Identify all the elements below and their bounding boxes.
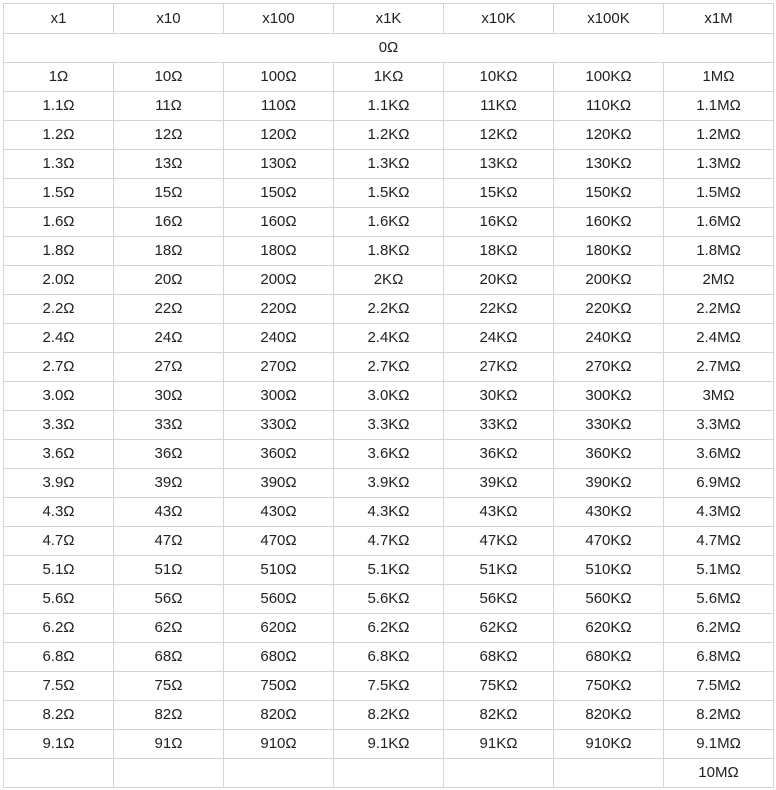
table-cell: 390KΩ — [554, 469, 664, 498]
table-cell: 270KΩ — [554, 353, 664, 382]
header-cell-x1: x1 — [4, 4, 114, 34]
table-cell: 91KΩ — [444, 730, 554, 759]
table-cell: 1.6MΩ — [664, 208, 774, 237]
table-cell: 5.1KΩ — [334, 556, 444, 585]
table-cell: 5.1Ω — [4, 556, 114, 585]
table-cell: 1.2KΩ — [334, 121, 444, 150]
table-cell: 750Ω — [224, 672, 334, 701]
table-cell: 18KΩ — [444, 237, 554, 266]
table-cell: 220Ω — [224, 295, 334, 324]
table-cell — [554, 759, 664, 788]
table-cell: 12Ω — [114, 121, 224, 150]
table-cell: 300KΩ — [554, 382, 664, 411]
table-cell: 4.3KΩ — [334, 498, 444, 527]
table-cell: 6.2MΩ — [664, 614, 774, 643]
table-cell: 180KΩ — [554, 237, 664, 266]
table-row — [4, 701, 774, 730]
table-cell: 3.3Ω — [4, 411, 114, 440]
table-row — [4, 179, 774, 208]
table-cell: 6.2Ω — [4, 614, 114, 643]
table-cell: 2.7MΩ — [664, 353, 774, 382]
table-cell: 39Ω — [114, 469, 224, 498]
table-body — [4, 4, 774, 788]
header-cell-x10k: x10K — [444, 4, 554, 34]
table-row — [4, 121, 774, 150]
table-cell: 24Ω — [114, 324, 224, 353]
table-cell: 1.1MΩ — [664, 92, 774, 121]
table-cell: 75Ω — [114, 672, 224, 701]
table-cell: 12KΩ — [444, 121, 554, 150]
table-cell: 300Ω — [224, 382, 334, 411]
table-cell: 9.1KΩ — [334, 730, 444, 759]
table-cell: 240Ω — [224, 324, 334, 353]
table-cell: 27Ω — [114, 353, 224, 382]
table-cell: 1.1KΩ — [334, 92, 444, 121]
table-cell: 51Ω — [114, 556, 224, 585]
table-row — [4, 440, 774, 469]
table-cell: 4.7MΩ — [664, 527, 774, 556]
table-cell: 5.1MΩ — [664, 556, 774, 585]
table-cell: 7.5Ω — [4, 672, 114, 701]
table-cell: 360Ω — [224, 440, 334, 469]
table-cell: 510Ω — [224, 556, 334, 585]
table-cell: 510KΩ — [554, 556, 664, 585]
table-cell: 3.3MΩ — [664, 411, 774, 440]
table-cell: 3.9Ω — [4, 469, 114, 498]
table-cell: 8.2MΩ — [664, 701, 774, 730]
table-row — [4, 382, 774, 411]
table-cell: 82Ω — [114, 701, 224, 730]
table-row — [4, 295, 774, 324]
table-cell: 130Ω — [224, 150, 334, 179]
table-cell: 1.2MΩ — [664, 121, 774, 150]
table-cell: 39KΩ — [444, 469, 554, 498]
header-cell-x1k: x1K — [334, 4, 444, 34]
table-cell: 330Ω — [224, 411, 334, 440]
table-cell: 470KΩ — [554, 527, 664, 556]
table-cell: 6.9MΩ — [664, 469, 774, 498]
table-cell: 110KΩ — [554, 92, 664, 121]
table-cell: 10KΩ — [444, 63, 554, 92]
table-cell: 6.2KΩ — [334, 614, 444, 643]
table-cell: 20Ω — [114, 266, 224, 295]
table-cell: 7.5KΩ — [334, 672, 444, 701]
table-cell — [114, 759, 224, 788]
table-cell: 2.7KΩ — [334, 353, 444, 382]
header-cell-x1m: x1M — [664, 4, 774, 34]
table-cell: 2.2KΩ — [334, 295, 444, 324]
table-cell: 16Ω — [114, 208, 224, 237]
table-wrapper — [3, 3, 774, 788]
table-cell: 120Ω — [224, 121, 334, 150]
table-cell: 2KΩ — [334, 266, 444, 295]
table-cell: 130KΩ — [554, 150, 664, 179]
table-cell: 10MΩ — [664, 759, 774, 788]
table-row — [4, 150, 774, 179]
table-cell: 620Ω — [224, 614, 334, 643]
table-cell: 33Ω — [114, 411, 224, 440]
table-row — [4, 585, 774, 614]
table-cell: 1.3KΩ — [334, 150, 444, 179]
table-cell: 8.2KΩ — [334, 701, 444, 730]
table-cell: 100KΩ — [554, 63, 664, 92]
table-cell: 33KΩ — [444, 411, 554, 440]
table-cell: 3.6MΩ — [664, 440, 774, 469]
table-cell: 5.6Ω — [4, 585, 114, 614]
table-cell: 910Ω — [224, 730, 334, 759]
table-row — [4, 92, 774, 121]
table-cell: 110Ω — [224, 92, 334, 121]
table-cell — [444, 759, 554, 788]
table-cell: 200Ω — [224, 266, 334, 295]
table-cell: 6.8KΩ — [334, 643, 444, 672]
table-cell: 15KΩ — [444, 179, 554, 208]
table-cell: 680Ω — [224, 643, 334, 672]
table-cell: 270Ω — [224, 353, 334, 382]
table-cell: 2.7Ω — [4, 353, 114, 382]
table-cell: 3.3KΩ — [334, 411, 444, 440]
table-cell: 6.8MΩ — [664, 643, 774, 672]
table-cell: 68KΩ — [444, 643, 554, 672]
table-cell: 3.6Ω — [4, 440, 114, 469]
resistor-value-table — [3, 3, 774, 788]
table-cell: 62Ω — [114, 614, 224, 643]
table-cell: 4.7Ω — [4, 527, 114, 556]
header-cell-x100: x100 — [224, 4, 334, 34]
table-cell: 1.6KΩ — [334, 208, 444, 237]
table-row — [4, 266, 774, 295]
table-cell: 47Ω — [114, 527, 224, 556]
table-cell: 100Ω — [224, 63, 334, 92]
table-cell: 1MΩ — [664, 63, 774, 92]
table-row — [4, 730, 774, 759]
table-cell: 10Ω — [114, 63, 224, 92]
table-cell: 5.6KΩ — [334, 585, 444, 614]
table-cell: 51KΩ — [444, 556, 554, 585]
table-cell: 2.4Ω — [4, 324, 114, 353]
table-cell: 11Ω — [114, 92, 224, 121]
table-row — [4, 208, 774, 237]
table-row — [4, 556, 774, 585]
table-row — [4, 614, 774, 643]
table-cell: 11KΩ — [444, 92, 554, 121]
table-cell: 1.8KΩ — [334, 237, 444, 266]
table-cell: 56Ω — [114, 585, 224, 614]
table-cell: 1KΩ — [334, 63, 444, 92]
table-cell: 470Ω — [224, 527, 334, 556]
table-cell: 3MΩ — [664, 382, 774, 411]
header-cell-x10: x10 — [114, 4, 224, 34]
table-cell: 150Ω — [224, 179, 334, 208]
table-cell: 56KΩ — [444, 585, 554, 614]
table-cell: 91Ω — [114, 730, 224, 759]
table-cell: 75KΩ — [444, 672, 554, 701]
table-row — [4, 672, 774, 701]
table-cell: 750KΩ — [554, 672, 664, 701]
table-cell: 160Ω — [224, 208, 334, 237]
zero-ohm-cell: 0Ω — [4, 34, 774, 63]
table-cell: 4.7KΩ — [334, 527, 444, 556]
table-cell: 430KΩ — [554, 498, 664, 527]
table-row — [4, 353, 774, 382]
table-row — [4, 324, 774, 353]
table-cell: 3.9KΩ — [334, 469, 444, 498]
table-cell: 20KΩ — [444, 266, 554, 295]
table-cell: 43Ω — [114, 498, 224, 527]
table-cell: 240KΩ — [554, 324, 664, 353]
table-cell: 1.5Ω — [4, 179, 114, 208]
table-cell: 13KΩ — [444, 150, 554, 179]
table-cell: 8.2Ω — [4, 701, 114, 730]
table-cell: 150KΩ — [554, 179, 664, 208]
table-cell: 1.1Ω — [4, 92, 114, 121]
table-cell: 1.3Ω — [4, 150, 114, 179]
table-cell: 1.6Ω — [4, 208, 114, 237]
table-cell: 820Ω — [224, 701, 334, 730]
table-cell: 2.2MΩ — [664, 295, 774, 324]
table-cell: 5.6MΩ — [664, 585, 774, 614]
table-row — [4, 237, 774, 266]
table-row — [4, 469, 774, 498]
table-cell: 560KΩ — [554, 585, 664, 614]
table-cell: 68Ω — [114, 643, 224, 672]
table-cell: 15Ω — [114, 179, 224, 208]
table-cell: 200KΩ — [554, 266, 664, 295]
table-cell — [4, 759, 114, 788]
table-cell: 16KΩ — [444, 208, 554, 237]
table-cell: 9.1MΩ — [664, 730, 774, 759]
table-cell: 30Ω — [114, 382, 224, 411]
table-cell: 24KΩ — [444, 324, 554, 353]
table-cell: 4.3MΩ — [664, 498, 774, 527]
table-cell: 9.1Ω — [4, 730, 114, 759]
table-cell: 2MΩ — [664, 266, 774, 295]
table-row — [4, 498, 774, 527]
table-cell: 47KΩ — [444, 527, 554, 556]
table-cell: 2.2Ω — [4, 295, 114, 324]
table-cell: 2.0Ω — [4, 266, 114, 295]
table-cell: 30KΩ — [444, 382, 554, 411]
table-cell: 1.5MΩ — [664, 179, 774, 208]
table-cell: 1.2Ω — [4, 121, 114, 150]
table-cell: 4.3Ω — [4, 498, 114, 527]
table-cell: 36Ω — [114, 440, 224, 469]
table-cell: 36KΩ — [444, 440, 554, 469]
table-row — [4, 527, 774, 556]
table-row — [4, 643, 774, 672]
table-cell: 3.0Ω — [4, 382, 114, 411]
table-cell: 220KΩ — [554, 295, 664, 324]
table-cell: 13Ω — [114, 150, 224, 179]
table-cell: 27KΩ — [444, 353, 554, 382]
table-cell: 330KΩ — [554, 411, 664, 440]
table-cell: 1.8Ω — [4, 237, 114, 266]
table-cell — [224, 759, 334, 788]
table-cell: 62KΩ — [444, 614, 554, 643]
header-cell-x100k: x100K — [554, 4, 664, 34]
table-cell: 430Ω — [224, 498, 334, 527]
table-cell: 390Ω — [224, 469, 334, 498]
table-cell: 1.3MΩ — [664, 150, 774, 179]
table-row — [4, 411, 774, 440]
table-cell — [334, 759, 444, 788]
table-cell: 6.8Ω — [4, 643, 114, 672]
table-row — [4, 759, 774, 788]
header-row — [4, 4, 774, 34]
table-cell: 22KΩ — [444, 295, 554, 324]
table-cell: 1.8MΩ — [664, 237, 774, 266]
table-row — [4, 63, 774, 92]
table-cell: 680KΩ — [554, 643, 664, 672]
table-cell: 2.4KΩ — [334, 324, 444, 353]
table-cell: 1.5KΩ — [334, 179, 444, 208]
table-cell: 160KΩ — [554, 208, 664, 237]
table-cell: 2.4MΩ — [664, 324, 774, 353]
table-cell: 120KΩ — [554, 121, 664, 150]
table-cell: 3.6KΩ — [334, 440, 444, 469]
table-cell: 180Ω — [224, 237, 334, 266]
table-cell: 43KΩ — [444, 498, 554, 527]
table-cell: 82KΩ — [444, 701, 554, 730]
table-cell: 620KΩ — [554, 614, 664, 643]
table-cell: 7.5MΩ — [664, 672, 774, 701]
table-cell: 18Ω — [114, 237, 224, 266]
table-cell: 820KΩ — [554, 701, 664, 730]
table-cell: 1Ω — [4, 63, 114, 92]
table-cell: 22Ω — [114, 295, 224, 324]
table-cell: 910KΩ — [554, 730, 664, 759]
table-cell: 560Ω — [224, 585, 334, 614]
table-cell: 360KΩ — [554, 440, 664, 469]
zero-row — [4, 34, 774, 63]
table-cell: 3.0KΩ — [334, 382, 444, 411]
